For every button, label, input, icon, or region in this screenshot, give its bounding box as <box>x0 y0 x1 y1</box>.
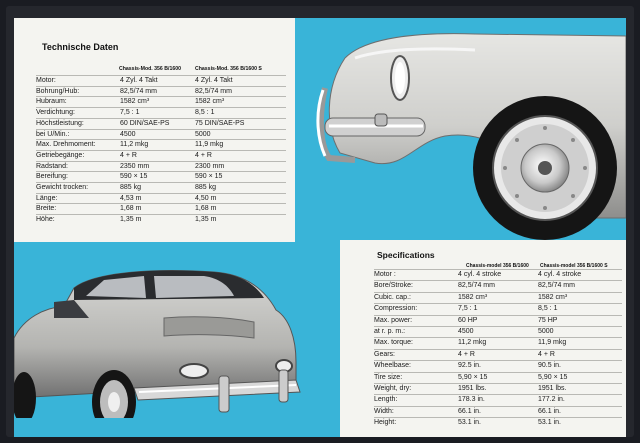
english-spec-value: 60 HP <box>458 316 478 324</box>
english-spec-row <box>374 269 622 280</box>
german-spec-value: 60 DIN/SAE-PS <box>120 119 170 127</box>
english-spec-row <box>374 303 622 314</box>
car-rear-three-quarter-photo <box>14 258 314 437</box>
german-spec-value: 11,9 mkg <box>195 141 224 149</box>
german-spec-value: 4,50 m <box>195 194 217 202</box>
english-spec-row <box>374 383 622 394</box>
german-spec-value: 1,35 m <box>195 216 217 224</box>
german-spec-value: 4 + R <box>120 151 137 159</box>
english-spec-value: 4 cyl. 4 stroke <box>458 271 502 278</box>
english-spec-value: 4 + R <box>458 350 475 358</box>
english-spec-label: Height: <box>374 419 397 427</box>
german-spec-value: 4 Zyl. 4 Takt <box>120 77 158 84</box>
english-spec-value: 1951 lbs. <box>458 385 487 392</box>
german-spec-value: 885 kg <box>195 184 217 191</box>
english-spec-row <box>374 406 622 417</box>
german-spec-row <box>36 214 286 225</box>
german-spec-row <box>36 96 286 107</box>
english-spec-value: 1951 lbs. <box>538 385 567 392</box>
english-spec-label: Tire size: <box>374 373 403 381</box>
english-spec-label: Bore/Stroke: <box>374 282 413 290</box>
english-spec-panel <box>340 240 626 437</box>
german-spec-row <box>36 182 286 193</box>
german-spec-label: Max. Drehmoment: <box>36 141 96 149</box>
german-spec-label: Radstand: <box>36 162 68 170</box>
german-spec-label: Länge: <box>36 194 58 202</box>
german-spec-row <box>36 171 286 182</box>
english-spec-row <box>374 337 622 348</box>
german-spec-row <box>36 118 286 129</box>
german-spec-value: 4 Zyl. 4 Takt <box>195 77 233 84</box>
german-spec-value: 7,5 : 1 <box>120 109 140 117</box>
german-col2-header: Chassis-Mod. 356 B/1600 S <box>195 66 262 72</box>
english-col2-header: Chassis-model 356 B/1600 S <box>540 263 608 269</box>
german-spec-value: 885 kg <box>120 184 142 191</box>
english-spec-value: 53.1 in. <box>538 419 561 427</box>
english-spec-row <box>374 326 622 337</box>
spec-sheet <box>14 18 626 437</box>
english-spec-row <box>374 349 622 360</box>
english-spec-value: 90.5 in. <box>538 362 561 370</box>
german-spec-row <box>36 193 286 204</box>
english-spec-value: 82,5/74 mm <box>458 282 495 290</box>
german-spec-label: Getriebegänge: <box>36 151 85 159</box>
english-spec-row <box>374 280 622 291</box>
english-spec-label: at r. p. m.: <box>374 328 406 335</box>
german-spec-row <box>36 203 286 214</box>
english-spec-row <box>374 292 622 303</box>
english-spec-label: Cubic. cap.: <box>374 293 411 301</box>
english-spec-value: 66.1 in. <box>458 407 481 415</box>
german-spec-value: 75 DIN/SAE-PS <box>195 119 245 127</box>
english-spec-value: 11,9 mkg <box>538 339 567 347</box>
english-spec-value: 178.3 in. <box>458 396 485 404</box>
german-spec-label: Gewicht trocken: <box>36 184 89 191</box>
german-spec-label: Bereifung: <box>36 173 68 181</box>
german-spec-label: Bohrung/Hub: <box>36 87 80 95</box>
english-spec-value: 5000 <box>538 328 554 335</box>
german-spec-value: 590 × 15 <box>120 173 148 181</box>
english-spec-value: 53.1 in. <box>458 419 481 427</box>
english-spec-label: Length: <box>374 396 398 404</box>
english-spec-value: 4500 <box>458 328 474 335</box>
english-spec-value: 82,5/74 mm <box>538 282 575 290</box>
german-spec-value: 1582 cm³ <box>195 98 225 106</box>
german-spec-value: 4 + R <box>195 151 212 159</box>
english-spec-table <box>374 269 622 434</box>
german-spec-value: 11,2 mkg <box>120 141 149 149</box>
english-spec-value: 1582 cm³ <box>538 293 568 301</box>
german-spec-label: Verdichtung: <box>36 109 75 117</box>
german-col1-header: Chassis-Mod. 356 B/1600 <box>119 66 181 72</box>
german-spec-row <box>36 150 286 161</box>
english-spec-label: Motor : <box>374 271 396 278</box>
english-title: Specifications <box>377 250 435 260</box>
english-spec-value: 92.5 in. <box>458 362 481 370</box>
german-spec-label: Hubraum: <box>36 98 67 106</box>
german-spec-label: Höchstleistung: <box>36 119 84 127</box>
german-spec-value: 2350 mm <box>120 162 150 170</box>
english-spec-label: Wheelbase: <box>374 362 411 370</box>
german-spec-table <box>36 75 286 225</box>
english-spec-row <box>374 394 622 405</box>
german-spec-value: 82,5/74 mm <box>195 87 232 95</box>
english-spec-value: 177.2 in. <box>538 396 565 404</box>
german-spec-row <box>36 129 286 140</box>
german-spec-value: 590 × 15 <box>195 173 223 181</box>
english-spec-value: 5,90 × 15 <box>538 373 568 381</box>
english-col1-header: Chassis-model 356 B/1600 <box>466 263 529 269</box>
german-spec-label: Motor: <box>36 77 56 84</box>
english-spec-row <box>374 360 622 371</box>
german-spec-value: 1,68 m <box>120 205 142 213</box>
english-spec-value: 7,5 : 1 <box>458 305 478 313</box>
german-spec-panel <box>14 18 295 242</box>
german-spec-label: Höhe: <box>36 216 55 224</box>
german-spec-row <box>36 139 286 150</box>
german-spec-value: 8,5 : 1 <box>195 109 215 117</box>
english-spec-value: 8,5 : 1 <box>538 305 558 313</box>
german-spec-row <box>36 75 286 86</box>
german-spec-value: 4,53 m <box>120 194 142 202</box>
english-spec-label: Gears: <box>374 350 396 358</box>
german-spec-value: 1,35 m <box>120 216 142 224</box>
english-spec-value: 4 cyl. 4 stroke <box>538 271 582 278</box>
german-spec-value: 1582 cm³ <box>120 98 150 106</box>
german-spec-value: 2300 mm <box>195 162 225 170</box>
german-spec-label: bei U/Min.: <box>36 130 70 138</box>
german-spec-row <box>36 86 286 97</box>
english-spec-value: 1582 cm³ <box>458 293 488 301</box>
german-spec-value: 5000 <box>195 130 211 138</box>
english-spec-label: Width: <box>374 407 394 415</box>
english-spec-value: 66.1 in. <box>538 407 561 415</box>
english-spec-value: 4 + R <box>538 350 555 358</box>
english-spec-row <box>374 417 622 428</box>
german-title: Technische Daten <box>42 42 119 52</box>
german-spec-row <box>36 161 286 172</box>
english-spec-label: Weight, dry: <box>374 385 412 392</box>
english-spec-row <box>374 372 622 383</box>
english-spec-label: Max. power: <box>374 316 413 324</box>
english-spec-label: Max. torque: <box>374 339 413 347</box>
english-spec-value: 11,2 mkg <box>458 339 487 347</box>
english-spec-row <box>374 315 622 326</box>
english-spec-value: 75 HP <box>538 316 558 324</box>
english-spec-label: Compression: <box>374 305 418 313</box>
german-spec-value: 1,68 m <box>195 205 217 213</box>
english-spec-value: 5,90 × 15 <box>458 373 488 381</box>
german-spec-value: 4500 <box>120 130 136 138</box>
german-spec-label: Breite: <box>36 205 57 213</box>
german-spec-value: 82,5/74 mm <box>120 87 157 95</box>
german-spec-row <box>36 107 286 118</box>
car-front-fender-photo <box>295 18 626 240</box>
